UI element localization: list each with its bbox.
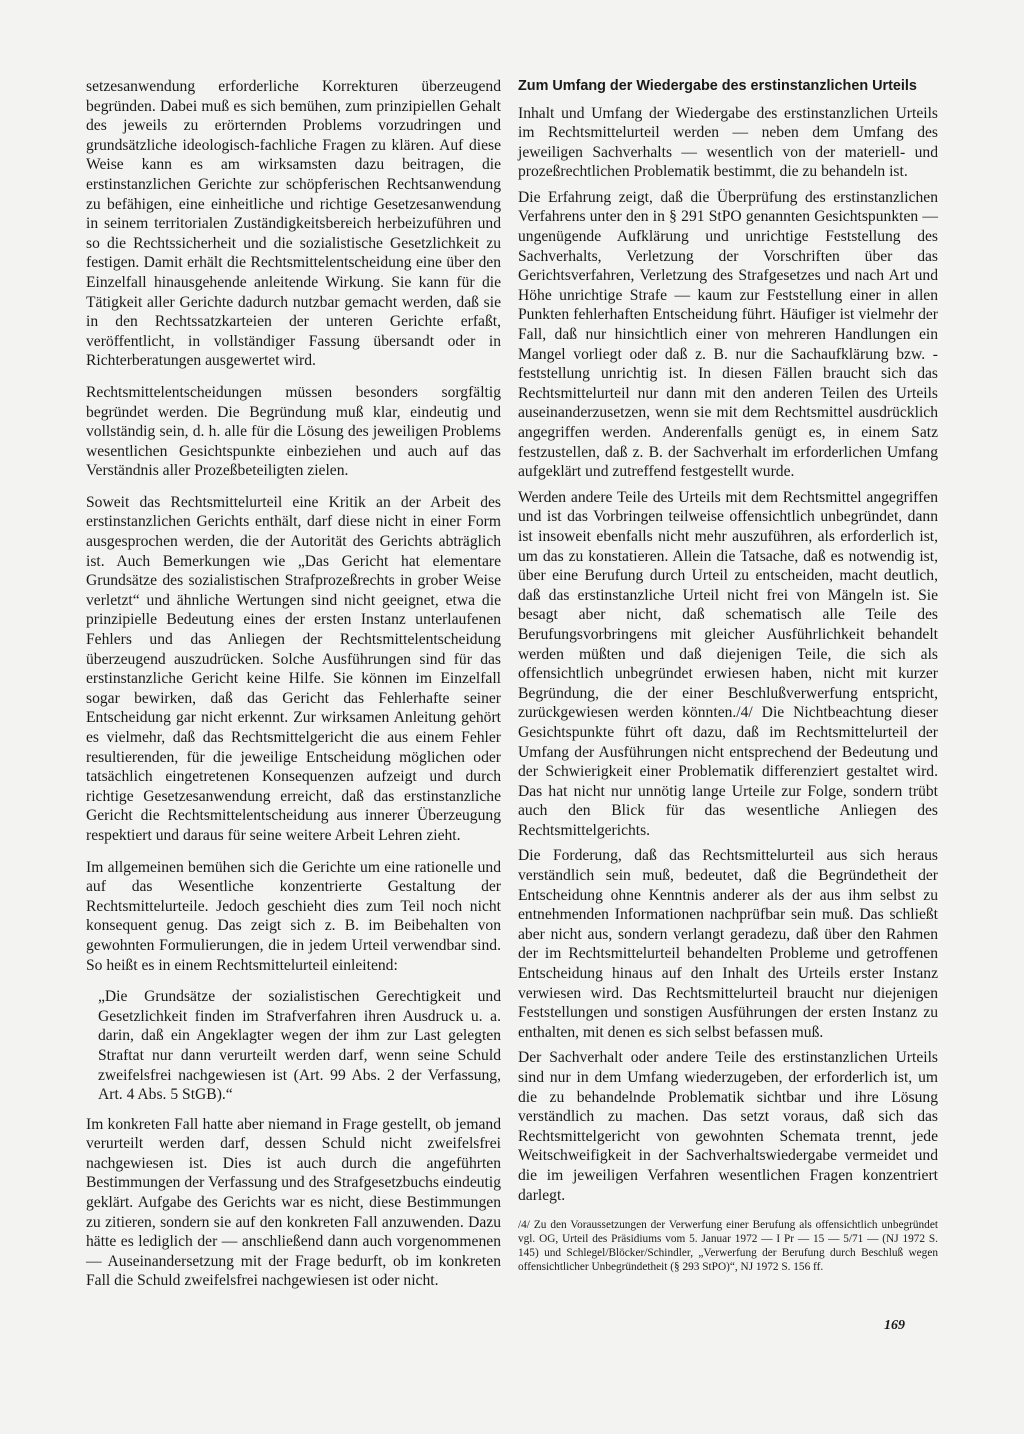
- right-column: [518, 77, 938, 1274]
- paragraph: Im konkreten Fall hatte aber niemand in Frage gestellt, ob jemand verurteilt werden darf, dessen Schuld nicht zweifelsfrei nachgewiesen ist. Dies ist auch durch die angeführten Bestimmungen der Verfassung und des Strafgesetzbuchs eindeutig geklärt. Aufgabe des Gerichts war es nicht, diese Bestimmungen zu zitieren, sondern sie auf den konkreten Fall anzuwenden. Dazu hätte es lediglich der — anschließend dann auch vorgenommenen — Auseinandersetzung mit der Frage bedurft, ob im konkreten Fall die Schuld zweifelsfrei nachgewiesen ist oder nicht.: [86, 1115, 501, 1290]
- paragraph: setzesanwendung erforderliche Korrekturen überzeugend begründen. Dabei muß es sich bemühen, zum prinzipiellen Gehalt des jeweils zu erörternden Problems vorzudringen und grundsätzliche ideologisch-fachliche Fragen zu klären. Auf diese Weise kann es am wirksamsten dazu beitragen, die erstinstanzlichen Gerichte zur schöpferischen Rechtsanwendung zu befähigen, eine einheitliche und richtige Gesetzesanwendung in seinem territorialen Zuständigkeitsbereich herbeizuführen und so die Rechtssicherheit und die sozialistische Gesetzlichkeit zu festigen. Damit erhält die Rechtsmittelentscheidung eine über den Einzelfall hinausgehende anleitende Wirkung. Sie kann für die Tätigkeit aller Gerichte dadurch nutzbar gemacht werden, daß sie in den Rechtssatzkarteien der unteren Gerichte erfaßt, veröffentlicht, in vollständiger Fassung übersandt oder in Richterberatungen ausgewertet wird.: [86, 78, 501, 370]
- paragraph: Inhalt und Umfang der Wiedergabe des erstinstanzlichen Urteils im Rechtsmittelurteil werden — neben dem Umfang des jeweiligen Sachverhalts — wesentlich von der materiell- und prozeßrechtlichen Problematik bestimmt, die zu behandeln ist.: [518, 104, 938, 181]
- paragraph: Im allgemeinen bemühen sich die Gerichte um eine rationelle und auf das Wesentliche konzentrierte Gestaltung der Rechtsmittelurteile. Jedoch geschieht dies zum Teil noch nicht konsequent genug. Das zeigt sich z. B. im Beibehalten von gewohnten Formulierungen, die in jedem Urteil verwendbar sind. So heißt es in einem Rechtsmittelurteil einleitend:: [86, 858, 501, 974]
- page-number: 169: [884, 1318, 905, 1333]
- paragraph: Rechtsmittelentscheidungen müssen besonders sorgfältig begründet werden. Die Begründung muß klar, eindeutig und vollständig sein, d. h. alle für die Lösung des jeweiligen Problems wesentlichen Gesichtspunkte einbeziehen und auch auf das Verständnis aller Prozeßbeteiligten zielen.: [86, 383, 501, 480]
- footnote: /4/ Zu den Voraussetzungen der Verwerfung einer Berufung als offensichtlich unbegründet vgl. OG, Urteil des Präsidiums vom 5. Januar 1972 — I Pr — 15 — 5/71 — (NJ 1972 S. 145) und Schlegel/Blöcker/Schindler, „Verwerfung der Berufung durch Beschluß wegen offensichtlicher Unbegründetheit (§ 293 StPO)“, NJ 1972 S. 156 ff.: [518, 1219, 938, 1273]
- paragraph: Der Sachverhalt oder andere Teile des erstinstanzlichen Urteils sind nur in dem Umfang wiederzugeben, der erforderlich ist, um die zu behandelnde Problematik sichtbar und ihre Lösung verständlich zu machen. Das setzt voraus, daß sich das Rechtsmittelgericht von gewohnten Schemata trennt, jede Weitschweifigkeit in der Sachverhaltswiedergabe vermeidet und die im jeweiligen Verfahren wesentlichen Fragen konzentriert darlegt.: [518, 1049, 938, 1204]
- paragraph: Werden andere Teile des Urteils mit dem Rechtsmittel angegriffen und ist das Vorbringen teilweise offensichtlich unbegründet, dann ist insoweit ebenfalls nicht mehr auszuführen, als erforderlich ist, um das zu konstatieren. Allein die Tatsache, daß es notwendig ist, über eine Berufung durch Urteil zu entscheiden, macht deutlich, daß das erstinstanzliche Urteil nicht frei von Mängeln ist. Sie besagt aber nicht, daß schematisch alle Teile des Berufungsvorbringens mit gleicher Ausführlichkeit behandelt werden müßten und daß diejenigen Teile, die sich als offensichtlich unbegründet erwiesen haben, nicht mit kurzer Begründung, die der einer Beschlußverwerfung entspricht, zurückgewiesen werden könnten./4/ Die Nichtbeachtung dieser Gesichtspunkte führt oft dazu, daß im Rechtsmittelurteil der Umfang der Ausführungen nicht entsprechend der Bedeutung und der Schwierigkeit einer Problematik differenziert gestaltet wird. Das hat nicht nur unnötig lange Urteile zur Folge, sondern trübt auch den Blick für das wesentliche Anliegen des Rechtsmittelgerichts.: [518, 488, 938, 839]
- paragraph: Soweit das Rechtsmittelurteil eine Kritik an der Arbeit des erstinstanzlichen Gerichts enthält, darf diese nicht in einer Form ausgesprochen werden, die der Autorität des Gerichts abträglich ist. Auch Bemerkungen wie „Das Gericht hat elementare Grundsätze des sozialistischen Strafprozeßrechts in grober Weise verletzt“ und ähnliche Wertungen sind nicht geeignet, etwa die prinzipielle Bedeutung eines der ersten Instanz unterlaufenen Fehlers und das Anliegen der Rechtsmittelentscheidung überzeugend auszudrücken. Solche Ausführungen sind für das erstinstanzliche Gericht keine Hilfe. Sie können im Einzelfall sogar bewirken, daß das Gericht das Fehlerhafte seiner Entscheidung gar nicht erkennt. Zur wirksamen Anleitung gehört es vielmehr, daß das Rechtsmittelgericht die aus einem Fehler resultierenden, für die jeweilige Entscheidung möglichen oder tatsächlich eingetretenen Konsequenzen aufzeigt und durch richtige Gesetzesanwendung erreicht, daß das erstinstanzliche Gericht die Rechtsmittelentscheidung aus innerer Überzeugung respektiert und daraus für seine weitere Arbeit Lehren zieht.: [86, 493, 501, 844]
- section-heading: Zum Umfang der Wiedergabe des erstinstanzlichen Urteils: [518, 78, 917, 94]
- left-column: [86, 77, 501, 1303]
- block-quote: „Die Grundsätze der sozialistischen Gerechtigkeit und Gesetzlichkeit finden im Strafverfahren ihren Ausdruck u. a. darin, daß ein Angeklagter wegen der ihm zur Last gelegten Straftat nur dann verurteilt werden darf, wenn seine Schuld zweifelsfrei nachgewiesen ist (Art. 99 Abs. 2 der Verfassung, Art. 4 Abs. 5 StGB).“: [98, 988, 501, 1104]
- paragraph: Die Erfahrung zeigt, daß die Überprüfung des erstinstanzlichen Verfahrens unter den in § 291 StPO genannten Gesichtspunkten — ungenügende Aufklärung und unrichtige Feststellung des Sachverhalts, Verletzung der Vorschriften über das Gerichtsverfahren, Verletzung des Strafgesetzes und nach Art und Höhe unrichtige Strafe — kaum zur Feststellung einer in allen Punkten fehlerhaften Entscheidung führt. Häufiger ist vielmehr der Fall, daß nur hinsichtlich einer von mehreren Handlungen ein Mangel vorliegt oder daß z. B. nur die Sachaufklärung bzw. -feststellung unrichtig ist. In diesen Fällen braucht sich das Rechtsmittelurteil nur dann mit den anderen Teilen des Urteils auseinanderzusetzen, wenn sie mit dem Rechtsmittel ausdrücklich angegriffen werden. Anderenfalls genügt es, in einem Satz festzustellen, daß z. B. der Sachverhalt im erforderlichen Umfang aufgeklärt und zutreffend festgestellt wurde.: [518, 188, 938, 481]
- paragraph: Die Forderung, daß das Rechtsmittelurteil aus sich heraus verständlich sein muß, bedeutet, daß die Begründetheit der Entscheidung ohne Kenntnis anderer als der aus ihm selbst zu entnehmenden Informationen nachprüfbar sein muß. Das schließt aber nicht aus, sondern verlangt geradezu, daß über den Rahmen der im Rechtsmittelurteil behandelten Probleme und getroffenen Entscheidung hinaus auf den Inhalt des Urteils erster Instanz verwiesen wird. Das Rechtsmittelurteil braucht nur diejenigen Feststellungen und sonstigen Ausführungen der ersten Instanz zu enthalten, mit denen es sich selbst befassen muß.: [518, 847, 938, 1041]
